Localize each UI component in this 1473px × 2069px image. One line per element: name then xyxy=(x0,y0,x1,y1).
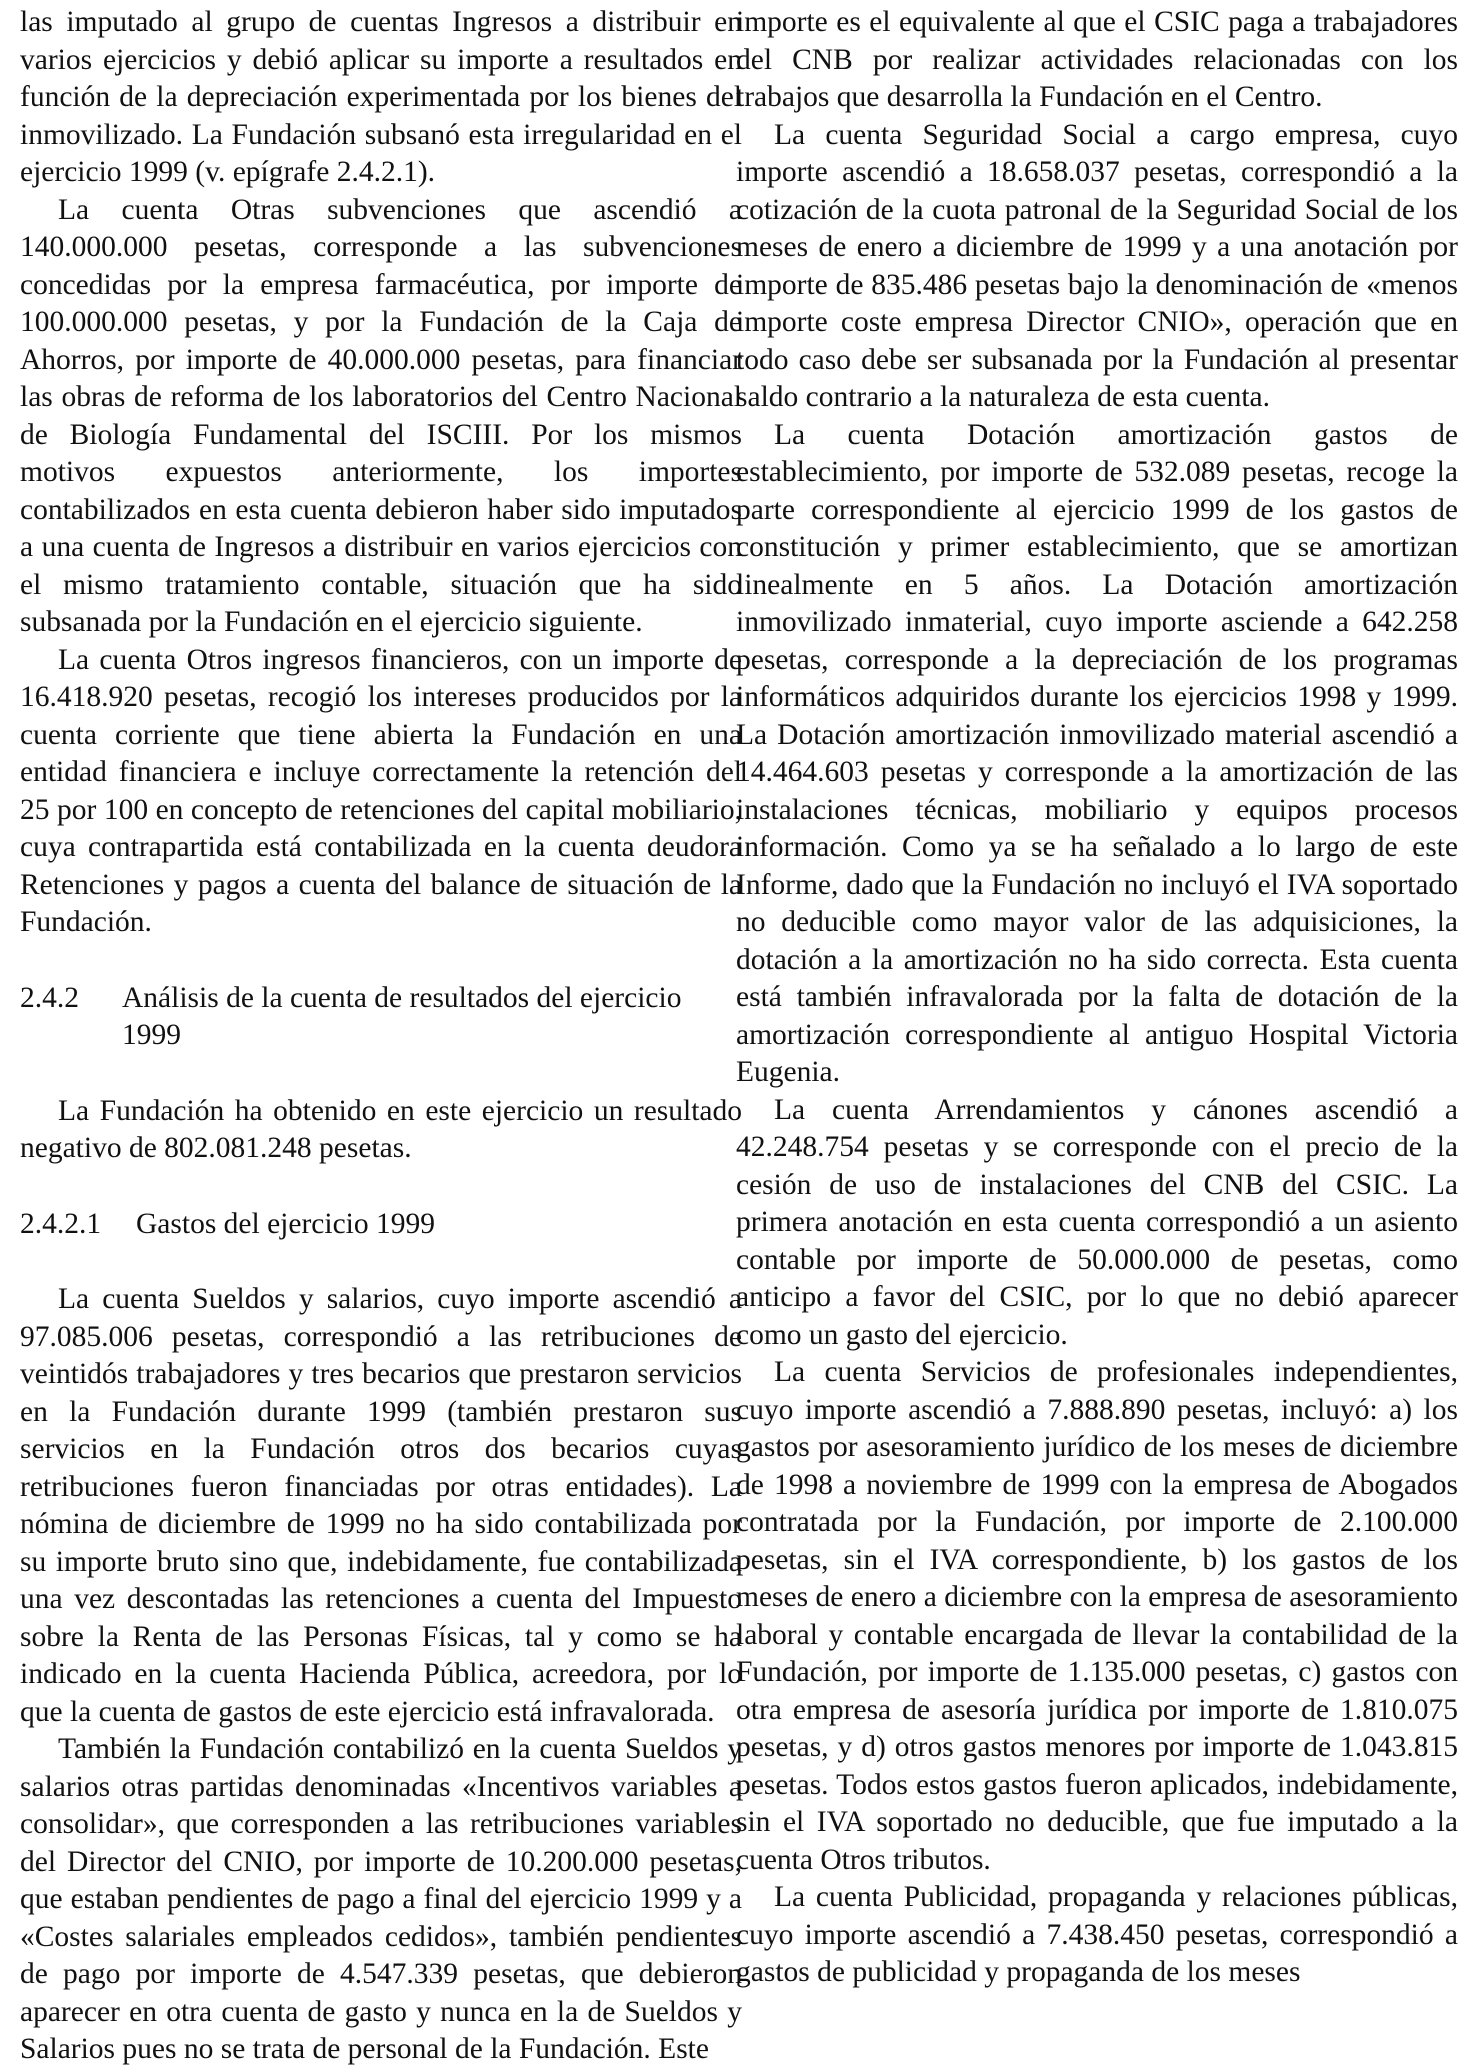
left-column xyxy=(20,4,742,2069)
paragraph-servicios-profesionales: La cuenta Servicios de profesionales independientes, cuyo importe ascendió a 7.888.890 pesetas, incluyó: a) los gastos por asesoramiento jurídico de los meses de diciembre de 1998 a noviembre de 1999 con la empresa de Abogados contratada por la Fundación, por importe de 2.100.000 pesetas, sin el IVA correspondiente, b) los gastos de los meses de enero a diciembre con la empresa de asesoramiento laboral y contable encargada de llevar la contabilidad de la Fundación, por importe de 1.135.000 pesetas, c) gastos con otra empresa de asesoría jurídica por importe de 1.810.075 pesetas, y d) otros gastos menores por importe de 1.043.815 pesetas. Todos estos gastos fueron aplicados, indebidamente, sin el IVA soportado no deducible, que fue imputado a la cuenta Otros tributos. xyxy=(736,1356,1458,1876)
subsection-title: Gastos del ejercicio 1999 xyxy=(136,1207,436,1240)
spacer xyxy=(20,1055,742,1093)
paragraph-ingresos-distribuir: las imputado al grupo de cuentas Ingresos a distribuir en varios ejercicios y debió aplicar su importe a resultados en función de la depreciación experimentada por los bienes del inmovilizado. La Fundación subsanó esta irregularidad en el ejercicio 1999 (v. epígrafe 2.4.2.1). xyxy=(20,6,742,188)
paragraph-csic-equivalente: importe es el equivalente al que el CSIC paga a trabajadores del CNB por realizar actividades relacionadas con los trabajos que desarrolla la Fundación en el Centro. xyxy=(736,6,1458,113)
spacer xyxy=(20,1243,742,1281)
paragraph-dotacion-amortizacion: La cuenta Dotación amortización gastos de establecimiento, por importe de 532.089 pesetas, recoge la parte correspondiente al ejercicio 1999 de los gastos de constitución y primer establecimiento, que se amortizan linealmente en 5 años. La Dotación amortización inmovilizado inmaterial, cuyo importe asciende a 642.258 pesetas, corresponde a la depreciación de los programas informáticos adquiridos durante los ejercicios 1998 y 1999. La Dotación amortización inmovilizado material ascendió a 14.464.603 pesetas y corresponde a la amortización de las instalaciones técnicas, mobiliario y equipos procesos información. Como ya se ha señalado a lo largo de este Informe, dado que la Fundación no incluyó el IVA soportado no deducible como mayor valor de las adquisiciones, la dotación a la amortización no ha sido correcta. Esta cuenta está también infravalorada por la falta de dotación de la amortización correspondiente al antiguo Hospital Victoria Eugenia. xyxy=(736,418,1458,1088)
paragraph-otras-subvenciones: La cuenta Otras subvenciones que ascendió a 140.000.000 pesetas, corresponde a las subvenciones concedidas por la empresa farmacéutica, por importe de 100.000.000 pesetas, y por la Fundación de la Caja de Ahorros, por importe de 40.000.000 pesetas, para financiar las obras de reforma de los laboratorios del Centro Nacional de Biología Fundamental del ISCIII. Por los mismos motivos expuestos anteriormente, los importes contabilizados en esta cuenta debieron haber sido imputados a una cuenta de Ingresos a distribuir en varios ejercicios con el mismo tratamiento contable, situación que ha sido subsanada por la Fundación en el ejercicio siguiente. xyxy=(20,193,742,638)
paragraph-seguridad-social: La cuenta Seguridad Social a cargo empresa, cuyo importe ascendió a 18.658.037 pesetas, correspondió a la cotización de la cuota patronal de la Seguridad Social de los meses de enero a diciembre de 1999 y a una anotación por importe de 835.486 pesetas bajo la denominación de «menos importe coste empresa Director CNIO», operación que en todo caso debe ser subsanada por la Fundación al presentar saldo contrario a la naturaleza de esta cuenta. xyxy=(736,118,1458,413)
section-heading-2-4-2 xyxy=(20,980,742,1055)
section-heading-2-4-2-1 xyxy=(20,1206,742,1244)
paragraph-otros-ingresos-financieros: La cuenta Otros ingresos financieros, con un importe de 16.418.920 pesetas, recogió los intereses producidos por la cuenta corriente que tiene abierta la Fundación en una entidad financiera e incluye correctamente la retención del 25 por 100 en concepto de retenciones del capital mobiliario, cuya contrapartida está contabilizada en la cuenta deudora Retenciones y pagos a cuenta del balance de situación de la Fundación. xyxy=(20,643,742,938)
paragraph-publicidad-propaganda: La cuenta Publicidad, propaganda y relaciones públicas, cuyo importe ascendió a 7.438.450 pesetas, correspondió a gastos de publicidad y propaganda de los meses xyxy=(736,1881,1458,1988)
paragraph-resultado-negativo: La Fundación ha obtenido en este ejercicio un resultado negativo de 802.081.248 pesetas. xyxy=(20,1094,742,1164)
section-title: Análisis de la cuenta de resultados del ejercicio 1999 xyxy=(122,981,682,1051)
paragraph-arrendamientos-canones: La cuenta Arrendamientos y cánones ascendió a 42.248.754 pesetas y se corresponde con el precio de la cesión de uso de instalaciones del CNB del CSIC. La primera anotación en esta cuenta correspondió a un asiento contable por importe de 50.000.000 de pesetas, como anticipo a favor del CSIC, por lo que no debió aparecer como un gasto del ejercicio. xyxy=(736,1093,1458,1351)
right-column xyxy=(736,4,1458,1992)
paragraph-incentivos-variables: También la Fundación contabilizó en la cuenta Sueldos y salarios otras partidas denominadas «Incentivos variables a consolidar», que corresponden a las retribuciones variables del Director del CNIO, por importe de 10.200.000 pesetas, que estaban pendientes de pago a final del ejercicio 1999 y a «Costes salariales empleados cedidos», también pendientes de pago por importe de 4.547.339 pesetas, que debieron aparecer en otra cuenta de gasto y nunca en la de Sueldos y Salarios pues no se trata de personal de la Fundación. Este xyxy=(20,1733,742,2065)
paragraph-sueldos-salarios: La cuenta Sueldos y salarios, cuyo importe ascendió a 97.085.006 pesetas, correspondió a las retribuciones de veintidós trabajadores y tres becarios que prestaron servicios en la Fundación durante 1999 (también prestaron sus servicios en la Fundación otros dos becarios cuyas retribuciones fueron financiadas por otras entidades). La nómina de diciembre de 1999 no ha sido contabilizada por su importe bruto sino que, indebidamente, fue contabilizada una vez descontadas las retenciones a cuenta del Impuesto sobre la Renta de las Personas Físicas, tal y como se ha indicado en la cuenta Hacienda Pública, acreedora, por lo que la cuenta de gastos de este ejercicio está infravalorada. xyxy=(20,1283,742,1728)
subsection-number: 2.4.2.1 xyxy=(20,1207,102,1240)
section-number: 2.4.2 xyxy=(20,981,79,1014)
